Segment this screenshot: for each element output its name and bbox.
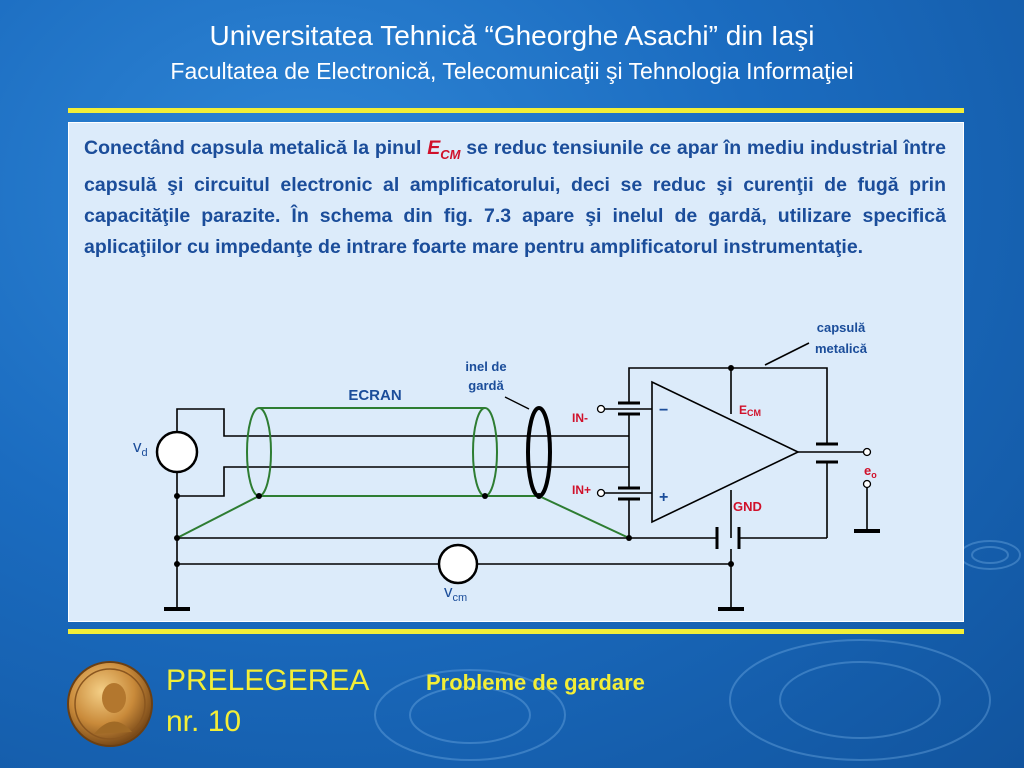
guard-ring xyxy=(528,408,550,496)
footer-title: PRELEGEREA xyxy=(166,664,370,697)
label-capsula-1: capsulă xyxy=(816,320,866,335)
vd-source xyxy=(157,432,197,472)
label-plus-sign: + xyxy=(659,489,669,506)
wire-vd-bottom xyxy=(177,467,629,496)
wire-vd-top xyxy=(177,409,629,452)
footer-number: nr. 10 xyxy=(166,705,242,738)
bottom-divider xyxy=(68,629,964,634)
footer-subtitle: Probleme de gardare xyxy=(426,670,645,695)
label-inel-1: inel de xyxy=(465,359,507,374)
paragraph-part-1: Conectând capsula metalică la pinul xyxy=(84,137,428,159)
header-university: Universitatea Tehnică “Gheorghe Asachi” din Iaşi xyxy=(209,20,815,51)
label-eo: $e_o$ xyxy=(864,463,877,480)
paragraph-ecm: $E_{CM}$ xyxy=(427,137,461,162)
label-ecran: ECRAN xyxy=(348,387,402,404)
label-capsula-2: metalică xyxy=(814,341,868,356)
opamp-triangle xyxy=(652,382,798,522)
label-minus-sign: − xyxy=(659,402,669,419)
label-gnd: GND xyxy=(733,499,762,514)
content-panel xyxy=(68,122,964,622)
label-vd: $v_d$ xyxy=(133,437,148,459)
paragraph-part-2: se reduc tensiunile ce apar în mediu industrial între capsulă şi circuitul electronic al amplificatorului, deci se reduc şi curenţii de fugă prin capacităţile parazite. În schema din fig. 7.3 apare şi inelul de gardă, utilizare specifică aplicaţiilor cu impedanţe de intrare foarte mare pentru amplificatorul instrumentaţie. xyxy=(84,137,946,258)
label-vcm: $v_{cm}$ xyxy=(444,582,468,604)
cable-shield xyxy=(177,408,629,538)
vcm-source xyxy=(439,545,477,583)
capsule-pointer xyxy=(765,343,809,365)
university-medal-logo xyxy=(66,660,154,748)
label-in-minus: IN- xyxy=(572,411,588,425)
label-ecm: ECM xyxy=(739,403,762,418)
guard-pointer xyxy=(505,397,529,409)
header-faculty: Facultatea de Electronică, Telecomunicaţii şi Tehnologia Informaţiei xyxy=(170,58,854,84)
label-in-plus: IN+ xyxy=(572,483,592,497)
circuit-diagram xyxy=(69,123,965,623)
top-divider xyxy=(68,108,964,113)
label-inel-2: gardă xyxy=(468,378,504,393)
